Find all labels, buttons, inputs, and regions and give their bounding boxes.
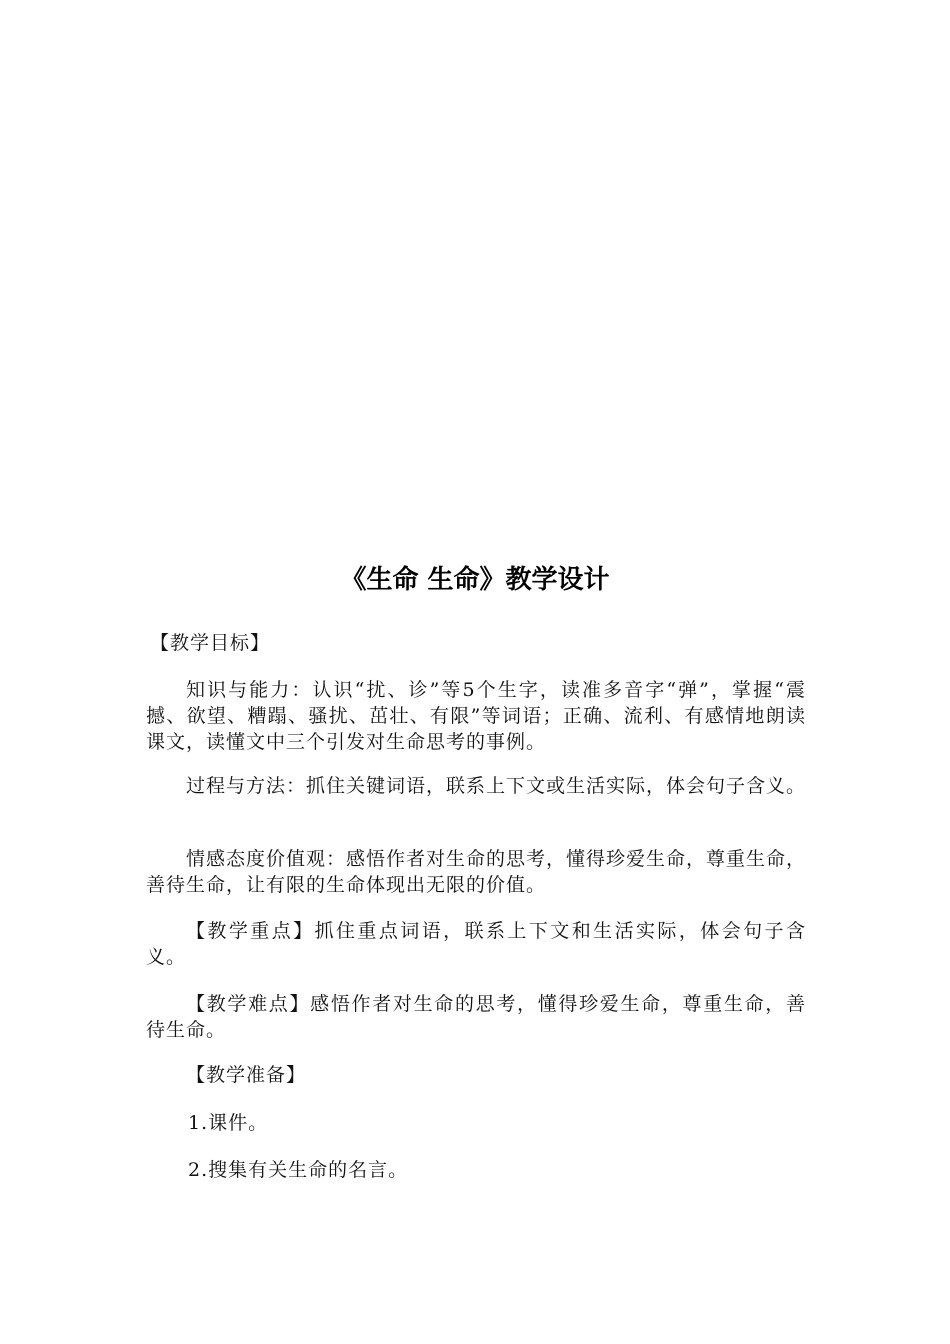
key-point-text: 抓住重点词语，联系上下文和生活实际，体会句子含义。 [146,920,806,968]
difficulty-label: 【教学难点】 [186,993,311,1015]
objectives-heading: 【教学目标】 [150,632,271,654]
difficulty-text: 感悟作者对生命的思考，懂得珍爱生命，尊重生命，善待生命。 [146,993,806,1041]
preparation-heading: 【教学准备】 [186,1064,307,1086]
difficulty-paragraph [146,991,806,1043]
objective-process: 过程与方法：抓住关键词语，联系上下文或生活实际，体会句子含义。 [186,775,807,797]
objective-knowledge: 知识与能力：认识“扰、诊”等5个生字，读准多音字“弹”，掌握“震撼、欲望、糟蹋、骚扰、茁壮、有限”等词语；正确、流利、有感情地朗读课文，读懂文中三个引发对生命思考的事例。 [146,679,806,753]
key-point-label: 【教学重点】 [186,920,315,942]
objective-emotion: 情感态度价值观：感悟作者对生命的思考，懂得珍爱生命，尊重生命，善待生命，让有限的生命体现出无限的价值。 [146,848,807,896]
preparation-item: 2.搜集有关生命的名言。 [188,1159,409,1181]
preparation-item: 1.课件。 [188,1112,269,1134]
key-point-paragraph [146,918,806,970]
document-title: 《生命 生命》教学设计 [340,565,610,595]
